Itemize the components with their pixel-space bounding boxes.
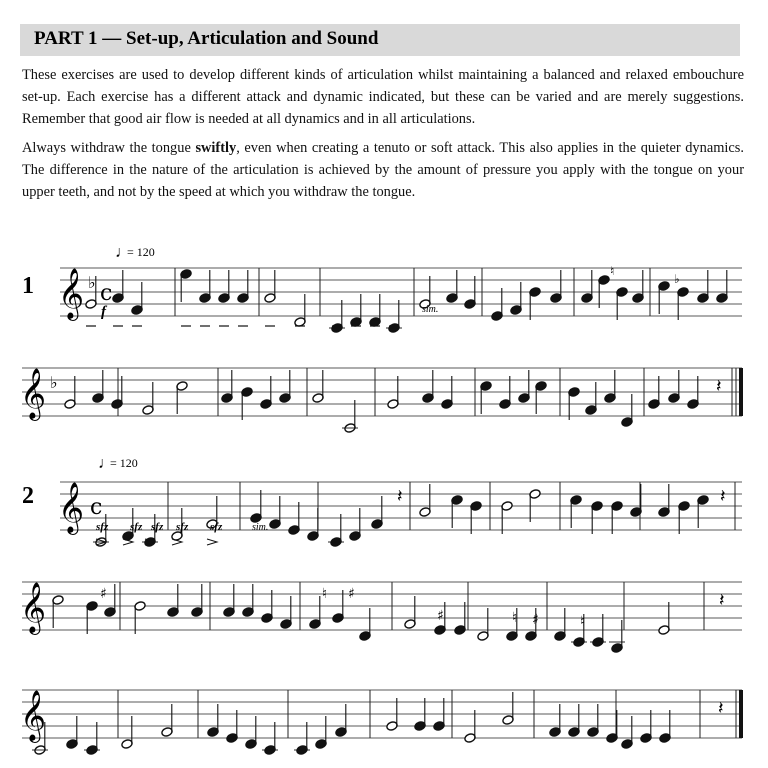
exercise-number-1: 1 bbox=[22, 273, 34, 299]
tempo-marking-1: = 120 bbox=[127, 245, 155, 259]
sharp-icon: ♯ bbox=[100, 586, 107, 602]
quarter-rest-icon: 𝄽 bbox=[718, 698, 724, 719]
treble-clef-icon: 𝄞 bbox=[58, 268, 85, 319]
paragraph-text: These exercises are used to develop different kinds of articulation whilst maintaining a balanced and relaxed embouchure set-up. Each exercise has a different attack and dynamic indicated, but these can be varied and are merely suggestions. Remember that good air flow is needed at all dynamics and in all articulations. bbox=[22, 67, 744, 127]
final-barline-thick bbox=[739, 368, 743, 416]
page-title: PART 1 — Set-up, Articulation and Sound bbox=[34, 28, 379, 49]
natural-icon: ♮ bbox=[610, 264, 615, 278]
tempo-note-icon-2: ♩ bbox=[98, 455, 114, 472]
treble-clef-icon: 𝄞 bbox=[20, 690, 47, 741]
quarter-rest-icon: 𝄽 bbox=[719, 590, 725, 611]
accent-mark bbox=[207, 539, 217, 545]
quarter-rest-icon: 𝄽 bbox=[720, 486, 726, 507]
dynamic-sfz-4: sfz bbox=[176, 521, 189, 533]
treble-clef-icon: 𝄞 bbox=[20, 582, 47, 633]
dynamic-sfz-5: sfz bbox=[210, 521, 223, 533]
p2-before: Always withdraw the tongue bbox=[22, 140, 196, 156]
dynamic-sfz-2: sfz bbox=[130, 521, 143, 533]
natural-icon: ♮ bbox=[512, 610, 518, 626]
treble-clef-icon: 𝄞 bbox=[20, 368, 47, 419]
sharp-icon: ♯ bbox=[437, 608, 444, 624]
natural-icon: ♮ bbox=[322, 586, 328, 602]
tempo-marking-2: = 120 bbox=[110, 456, 138, 470]
final-barline-thick bbox=[739, 690, 743, 738]
key-flat-icon: ♭ bbox=[88, 273, 96, 292]
sharp-icon: ♯ bbox=[532, 612, 539, 628]
dynamic-forte: f bbox=[101, 304, 106, 320]
exercise-number-2: 2 bbox=[22, 483, 34, 509]
tempo-note-icon: ♩ bbox=[115, 244, 131, 261]
treble-clef-icon: 𝄞 bbox=[58, 482, 85, 533]
quarter-rest-icon: 𝄽 bbox=[716, 376, 722, 397]
dynamic-sfz-3: sfz bbox=[151, 521, 164, 533]
sim-marking-1: sim. bbox=[422, 304, 439, 315]
natural-icon: ♮ bbox=[580, 614, 586, 630]
key-flat-icon: ♭ bbox=[50, 373, 58, 392]
dynamic-sfz-1: sfz bbox=[96, 521, 109, 533]
flat-icon: ♭ bbox=[674, 272, 680, 286]
quarter-rest-icon: 𝄽 bbox=[397, 486, 403, 507]
common-time-sig: c bbox=[90, 495, 103, 520]
sim-marking-2: sim. bbox=[252, 522, 269, 533]
sharp-icon: ♯ bbox=[348, 586, 355, 602]
p2-after: , even when creating a tenuto or soft attack. This also applies in the quieter dynamics. The difference in the nature of the articulation is achieved by the amount of pressure you apply with the tongue on your upper teeth, and not by the speed at which you withdraw the tongue. bbox=[22, 140, 744, 200]
common-time-sig: c bbox=[100, 281, 113, 306]
p2-bold: swiftly bbox=[195, 140, 237, 156]
